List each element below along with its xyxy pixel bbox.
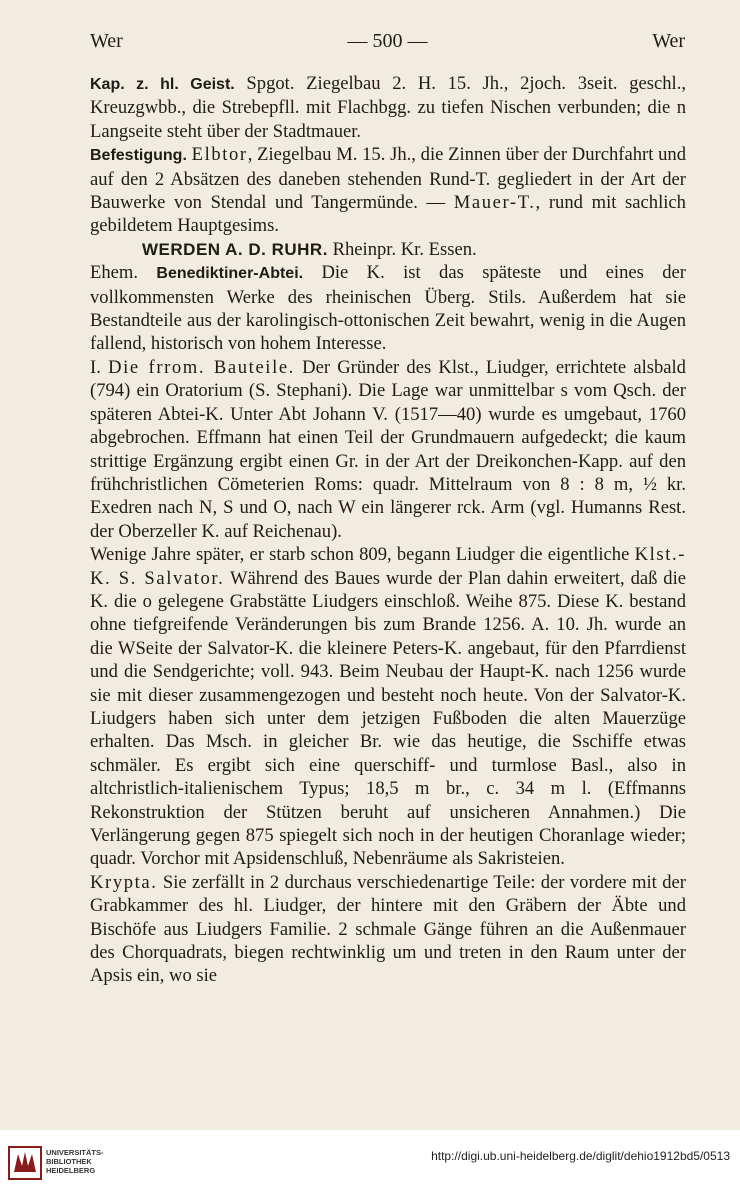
entry-prefix: I. [90,356,109,378]
paragraph-kapelle [90,72,686,143]
entry-text: , Ziegelbau M. 15. Jh., die Zinnen über der Durchfahrt und auf den 2 Absätzen des daneben stehenden Rund-T. gegliedert in der Art der Bauwerke von Stendal und Tangermünde. — [90,144,686,214]
logo-line: BIBLIOTHEK [46,1157,92,1166]
footer-bar [0,1130,740,1192]
spaced-term: Elbtor [191,144,248,166]
place-location: Rheinpr. Kr. Essen. [327,238,477,260]
paragraph-bauteile [90,356,686,543]
running-header [90,30,685,56]
entry-text: Wenige Jahre später, er starb schon 809, begann Liudger die eigentliche [90,544,635,566]
library-logo[interactable] [8,1146,168,1182]
paragraph-salvator [90,543,686,871]
place-heading [90,238,686,261]
entry-label: Kap. z. hl. Geist. [90,76,235,93]
entry-text: Der Gründer des Klst., Liudger, errichtete alsbald (794) ein Oratorium (S. Stephani). Die Lage war unmittelbar s vom Qsch. der späteren Abtei-K. Unter Abt Johann V. (1517—40) wurde es umgebaut, 1760 abgebrochen. Effmann hat einen Teil der Grundmauern aufgedeckt; die kaum strittige Ergänzung ergibt einen Gr. in der Art der Dreikonchen-Kapp. auf den frühchristlichen Cömeterien Roms: quadr. Mittelraum von 8 : 8 m, ½ kr. Exedren nach N, S und O, nach W ein längerer rck. Arm (vgl. Humanns Rest. der Oberzeller K. auf Reichenau). [90,356,686,542]
place-name: WERDEN A. D. RUHR. [142,239,328,259]
entry-text: Die K. ist das späteste und eines der vollkommensten Werke des rheinischen Überg. Stils. Außerdem hat sie Bestandteile aus der karolingisch-ottonischen Zeit bewahrt, wenig in die Augen fallend, historisch von hohem Interesse. [90,262,686,355]
body-text [90,72,686,988]
paragraph-abtei [90,261,686,356]
spaced-term: Mauer-T. [453,192,536,214]
spaced-term: Krypta. [90,871,158,893]
heidelberg-seal-icon [8,1146,42,1180]
library-name [46,1148,104,1175]
spaced-term: Die frrom. Bauteile. [108,356,295,378]
entry-label: Benediktiner-Abtei. [156,265,304,283]
logo-line: HEIDELBERG [46,1166,96,1175]
entry-text: Spgot. Ziegelbau 2. H. 15. Jh., 2joch. 3seit. geschl., Kreuzgwbb., die Strebepfll. mit Flachbgg. zu tiefen Nischen verbunden; die n Langseite steht über der Stadtmauer. [90,73,687,142]
paragraph-krypta [90,871,686,988]
source-url-link[interactable]: http://digi.ub.uni-heidelberg.de/diglit/dehio1912bd5/0513 [431,1149,730,1163]
entry-label: Befestigung. [90,147,187,165]
paragraph-befestigung [90,143,686,238]
entry-text: Sie zerfällt in 2 durchaus verschiedenartige Teile: der vordere mit der Grabkammer des hl. Liudger, der hintere mit den Gräbern der Äbte und Bischöfe aus Liudgers Familie. 2 schmale Gänge führen an die Außenmauer des Chorquadrats, biegen rechtwinklig um und treten in den Raum unter der Apsis ein, wo sie [90,871,686,987]
page-number: — 500 — [347,30,428,52]
entry-text: Während des Baues wurde der Plan dahin erweitert, daß die K. die o gelegene Grabstätte Liudgers einschloß. Weihe 875. Diese K. bestand ohne tiefgreifende Veränderungen bis zum Brande 1256. A. 10. Jh. wurde an die WSeite der Salvator-K. die kleinere Peters-K. angebaut, für den Pfarrdienst und die Sendgerichte; voll. 943. Beim Neubau der Haupt-K. nach 1256 wurde sie mit dieser zusammengezogen und besteht noch heute. Von der Salvator-K. Liudgers haben sich unter dem jetzigen Fußboden die alten Mauerzüge erhalten. Das Msch. in gleicher Br. wie das heutige, die Sschiffe etwas schmäler. Es ergibt sich eine querschiff- und turmlose Basl., also in altchristlich-italienischem Typus; 18,5 m br., c. 34 m l. (Effmanns Rekonstruktion der Stützen beruht auf unsicheren Annahmen.) Die Verlängerung gegen 875 spiegelt sich noch in der heutigen Choranlage wieder; quadr. Vorchor mit Apsidenschluß, Nebenräume als Sakristeien. [90,567,686,870]
header-left: Wer [90,30,123,52]
logo-line: UNIVERSITÄTS- [46,1148,104,1157]
entry-text: , rund mit sachlich gebildetem Hauptgesims. [90,192,686,237]
entry-prefix: Ehem. [90,262,157,284]
header-right: Wer [652,30,685,52]
spaced-term: Klst.-K. S. Salvator. [90,544,686,589]
